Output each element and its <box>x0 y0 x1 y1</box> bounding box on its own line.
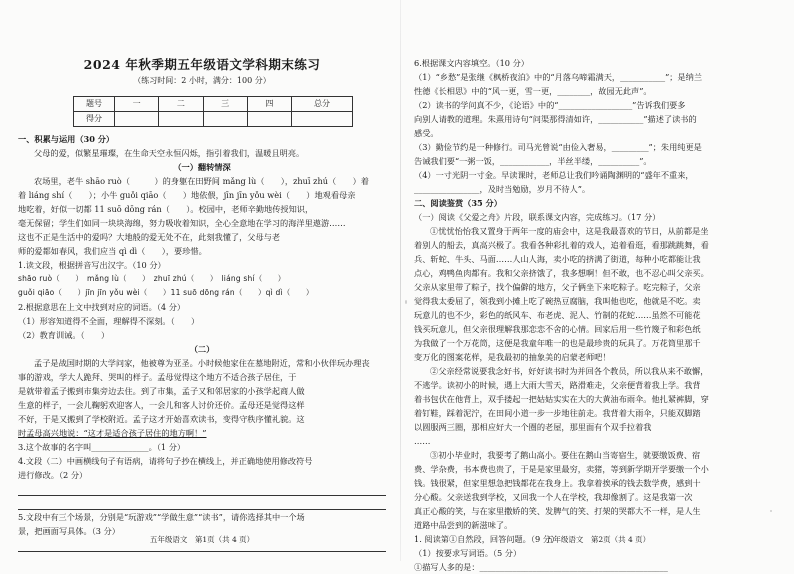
exam-subtitle: （练习时间：2 小时，满分：100 分） <box>133 76 271 85</box>
left-page <box>18 10 386 545</box>
section-one <box>18 132 386 552</box>
score-cell[interactable] <box>247 112 291 127</box>
question: 进行修改。（2 分） <box>18 470 88 480</box>
question-item: （2）教育训诫。（ ） <box>18 330 110 340</box>
passage-line: 师的爱都如春风，我们应当 qì dì（ ），要珍惜。 <box>18 246 207 256</box>
passage-line: 变万化的图案花样，是我最初的抽象美的启蒙老师吧！ <box>414 352 611 362</box>
passage-line: 是就带着孟子搬到市集旁边去住。到了市集，孟子又和邻居家的小孩学起商人做 <box>18 386 305 396</box>
pinyin-row: shāo ruò（ ） mǎng lù（ ） zhuī zhú（ ） liáng shí（ ） <box>18 274 286 283</box>
score-cell: 得分 <box>74 112 115 127</box>
question-item: ________________，及时当勉励，岁月不待人”。 <box>414 184 591 194</box>
question-item: ①描写人多的是：______________________________________________ <box>414 562 668 572</box>
passage-line: 着书包伏在他背上，双手搂起一把姑姑实实在大的大黄油布雨伞。他扎紧裤脚，穿 <box>414 394 709 404</box>
passage-line: 父亲从家里带了粽子，找个偏僻的地方，父子俩坐下来吃粽子。吃完粽子，父亲 <box>414 282 701 292</box>
answer-line[interactable] <box>18 484 386 496</box>
question-item: （3）勤俭节约是一种修行。司马光曾说“由俭入奢易，_________”；朱用纯更是 <box>414 142 702 152</box>
scan-speck <box>770 510 772 512</box>
passage-line: 毫无保留；学生们如同一块块海绵，努力吸收着知识，全心全意地在学习的海洋里遨游…… <box>18 218 346 228</box>
part-title: （一）翻转情深 <box>173 162 231 172</box>
score-cell[interactable] <box>203 112 247 127</box>
page-fold <box>400 0 401 561</box>
page-footer: 五年级语文 第1页（共 4 页） <box>149 535 255 544</box>
passage-line: 以圆服两三圈，那相应好大一个圈的老屋，那里面有个双手拉着我 <box>414 422 652 432</box>
score-table <box>73 96 353 127</box>
passage-line: 不逃学。读初小的时候，遇上大雨大雪天，路滑难走，父亲便背着我上学。我背 <box>414 380 701 390</box>
score-cell: 四 <box>247 97 291 112</box>
scan-speck <box>20 430 23 433</box>
passage-line: 生意的样子，一会儿鞠躬欢迎客人，一会儿和客人讨价还价。孟母还是觉得这样 <box>18 400 305 410</box>
score-cell: 二 <box>159 97 203 112</box>
question-item: （4）一寸光阴一寸金。早读课时，老师总让我们吟诵陶渊明的“盛年不重来， <box>414 170 694 180</box>
question: 1.读文段，根据拼音写出汉字。（10 分） <box>18 260 166 270</box>
passage-line: 着 liáng shí（ ）；小牛 guǒi qiāo（ ）地依偎，jīn jīn yǒu wèi（ ）地观看母亲 <box>18 190 356 200</box>
answer-line[interactable] <box>18 498 386 510</box>
question-item: 性德《长相思》中的“风一更，雪一更，________，故园无此声”。 <box>414 86 652 96</box>
pinyin-row: guǒi qiāo（ ）jīn jīn yǒu wèi（ ）11 suō dōng rán（ ）qì dì（ ） <box>18 288 314 297</box>
passage-line: 兵、斩蛇、牛头、马面……人山人海，卖小吃的挤满了街道，每种小吃都能让我 <box>414 254 701 264</box>
section-heading: 一、积累与运用（30 分） <box>18 134 115 144</box>
question-item: （2）读书的学问真不少，《论语》中的“__________________”告诉我们要多 <box>414 100 686 110</box>
page-footer: 五年级语文 第2页（共 4 页） <box>545 535 651 544</box>
question: 5.文段中有三个场景，分别是“玩游戏”“学做生意”“读书”，请你选择其中一个场 <box>18 512 305 522</box>
passage-line: 为我做了一个万花筒，这便是我童年唯一的也是最珍贵的玩具了。万花筒里那千 <box>414 338 701 348</box>
score-table-row <box>74 97 353 112</box>
passage-line: 觉得我太委屈了，领我到小摊上吃了碗热豆腐脑，我叫他也吃，他就是不吃。卖 <box>414 296 701 306</box>
question-item: （1）形容知道得不全面，理解得不深刻。（ ） <box>18 316 200 326</box>
part-title: （二） <box>189 344 215 354</box>
score-cell[interactable] <box>159 112 203 127</box>
score-cell: 三 <box>203 97 247 112</box>
passage-line: 事的游戏，学大人跪拜、哭叫的样子。孟母觉得这个地方不适合孩子居住，于 <box>18 372 297 382</box>
passage-line: 这也不正是生活中的爱吗？大地般的爱无处不在，此刻我懂了，父母与老 <box>18 232 281 242</box>
question-item: 告诫我们要“一粥一饭，____________，半丝半缕，__________”。 <box>414 156 652 166</box>
underlined-sentence: 时孟母高兴地说：“这才是适合孩子居住的地方啊！” <box>18 428 207 438</box>
passage-line: 着钉鞋，踩着泥泞，在田间小道一步一步地往前走。我背着大雨伞，只能双脚踏 <box>414 408 701 418</box>
passage-line: 道路中品尝到的新滋味了。 <box>414 520 513 530</box>
exam-title: 2024 年秋季期五年级语文学科期末练习 <box>83 57 321 72</box>
reading-title: （一）阅读《父爱之舟》片段，联系课文内容，完成练习。（17 分） <box>414 212 661 222</box>
passage-line: 地吃着，好似一切都 11 suō dōng rán（ ）。校园中，老师辛勤地传授知识， <box>18 204 314 214</box>
passage-line: 分心酸。父亲送我到学校，又回我一个人在学校，我却像割了。这是我第一次 <box>414 492 693 502</box>
passage-line: 钱买玩意儿，但父亲很理解我那恋恋不舍的心情。回家后用一些竹篾子和彩色纸 <box>414 324 701 334</box>
passage-line: 不好，于是又搬到了学校附近。孟子这才开始喜欢读书，变得守秩序懂礼貌。这 <box>18 414 305 424</box>
passage-line: 着别人的船去，真高兴极了。我看各种彩扎着的戏人，追着看逛，看那跳跳舞，看 <box>414 240 709 250</box>
passage-line: 点心，鸡鸭鱼肉都有。我和父亲挤饿了，我多想啊！但不敢，也不忍心叫父亲买。 <box>414 268 709 278</box>
passage-line: 农场里，老牛 shāo ruò（ ）的身躯在田野间 mǎng lù（ ），zhuī zhú（ ）着 <box>34 176 369 186</box>
passage-line: 钱。钱很紧，但家里想急把钱都花在我身上。我拿着挨承的钱去数学费，感到十 <box>414 478 701 488</box>
section-fill <box>414 56 782 574</box>
passage-line: 费、学杂费，书本费也贵了，于是是家里最穷，卖猪，等到新学期开学要缴一个小 <box>414 464 709 474</box>
passage-line: 真正心酸的笑，与在家里撒娇的笑、发脾气的笑、打架的哭都大不一样，是人生 <box>414 506 701 516</box>
question: 4.文段（二）中画横线句子有语病，请将句子抄在横线上，并正确地使用修改符号 <box>18 456 313 466</box>
question: 1. 阅读第①自然段，回答问题。（9 分） <box>414 534 560 544</box>
question: 景，把画面写具体。（3 分） <box>18 526 120 536</box>
question-item: 向别人请教的道理。朱熹用诗句“问渠那得清如许，___________”描述了读书的 <box>414 114 697 124</box>
passage-line: 玩意儿的也不少，彩色的纸风车、布老虎、泥人、竹制的花蛇……虽然不可能花 <box>414 310 701 320</box>
question: 3.这个故事的名字叫______________。（1 分） <box>18 442 186 452</box>
right-page <box>414 10 782 572</box>
score-cell[interactable] <box>115 112 159 127</box>
question-item: （1）按要求写词语。（5 分） <box>414 548 522 558</box>
score-table-row <box>74 112 353 127</box>
question-item: （1）“乡愁”是张继《枫桥夜泊》中的“月落乌啼霜满天，___________”；是纳兰 <box>414 72 703 82</box>
question-item: 感受。 <box>414 128 439 138</box>
section-heading: 二、阅读鉴赏（35 分） <box>414 198 502 208</box>
intro-text: 父母的爱，似繁星璀璨，在生命天空永恒闪烁，指引着我们，温暖且明亮。 <box>34 148 305 158</box>
passage-line: …… <box>414 436 431 446</box>
score-cell: 一 <box>115 97 159 112</box>
scan-speck <box>405 300 407 304</box>
passage-line: ③初小毕业时，我要考了鹅山高小。要住在鹅山当寄宿生，就要缴饭费、宿 <box>430 450 701 460</box>
passage-line: ①忧忧怡怡我又置身于两年一度的庙会中，这是我最喜欢的节日，从前都是坐 <box>430 226 709 236</box>
score-cell: 总分 <box>292 97 353 112</box>
question: 6.根据课文内容填空。（10 分） <box>414 58 529 68</box>
score-cell: 题号 <box>74 97 115 112</box>
score-cell[interactable] <box>292 112 353 127</box>
passage-line: ②父亲经常说要我念好书，好好读书时为并回各个教员，所以我从来不敢懈， <box>430 366 709 376</box>
passage-line: 孟子是战国时期的大学问家，他被尊为亚圣。小时候他家住在墓地附近，常和小伙伴玩办理丧 <box>34 358 370 368</box>
question: 2.根据意思在上文中找到对应的词语。（4 分） <box>18 302 186 312</box>
